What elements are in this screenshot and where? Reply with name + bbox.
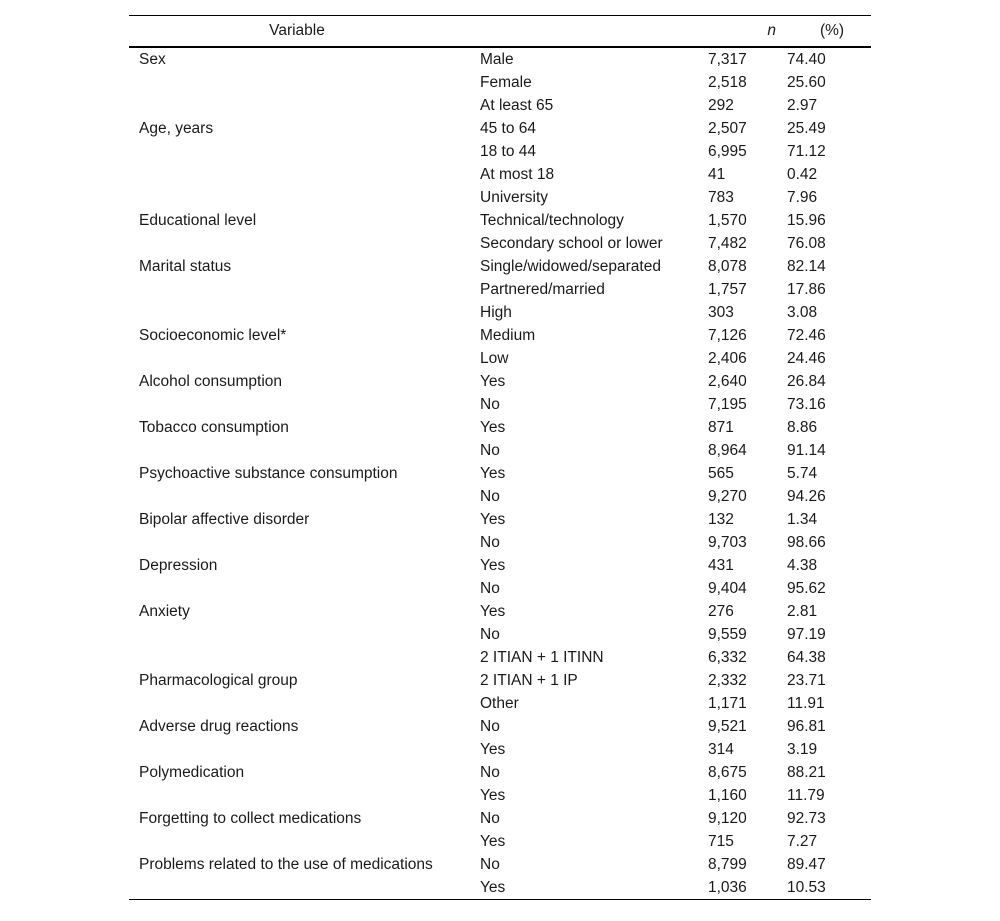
- header-n: n: [767, 22, 776, 39]
- row-variable: [129, 301, 470, 324]
- header-category: [470, 16, 698, 48]
- row-percent: 7.27: [787, 833, 818, 850]
- table-row: [129, 646, 871, 669]
- table-row: [129, 324, 871, 347]
- row-category: Secondary school or lower: [480, 235, 663, 252]
- row-variable: Bipolar affective disorder: [139, 511, 310, 528]
- row-percent: 11.91: [787, 695, 825, 712]
- table-row: [129, 715, 871, 738]
- row-category: Yes: [480, 557, 506, 574]
- row-variable: [129, 784, 470, 807]
- row-percent: 8.86: [787, 419, 818, 436]
- row-count: 9,703: [708, 534, 747, 551]
- row-category: Partnered/married: [480, 281, 605, 298]
- row-percent: 25.49: [787, 120, 826, 137]
- row-variable: Polymedication: [139, 764, 245, 781]
- row-variable: [129, 876, 470, 900]
- row-count: 1,570: [708, 212, 747, 229]
- header-variable: Variable: [269, 22, 325, 39]
- row-category: No: [480, 810, 500, 827]
- row-category: Yes: [480, 833, 506, 850]
- row-variable: [129, 692, 470, 715]
- row-percent: 7.96: [787, 189, 818, 206]
- row-count: 314: [708, 741, 734, 758]
- row-variable: Adverse drug reactions: [139, 718, 299, 735]
- row-count: 132: [708, 511, 734, 528]
- row-percent: 76.08: [787, 235, 826, 252]
- row-percent: 5.74: [787, 465, 818, 482]
- table-container: [129, 15, 871, 900]
- table-row: [129, 117, 871, 140]
- table-row: [129, 416, 871, 439]
- table-row: [129, 623, 871, 646]
- row-category: No: [480, 580, 500, 597]
- table-row: [129, 163, 871, 186]
- row-count: 8,964: [708, 442, 747, 459]
- row-category: Yes: [480, 879, 506, 896]
- table-row: [129, 255, 871, 278]
- row-category: No: [480, 442, 500, 459]
- row-percent: 4.38: [787, 557, 818, 574]
- row-category: High: [480, 304, 512, 321]
- row-count: 9,521: [708, 718, 747, 735]
- row-percent: 3.08: [787, 304, 818, 321]
- table-header: [129, 16, 871, 48]
- row-percent: 15.96: [787, 212, 826, 229]
- row-count: 2,332: [708, 672, 747, 689]
- table-row: [129, 876, 871, 900]
- row-category: No: [480, 488, 500, 505]
- table-row: [129, 186, 871, 209]
- row-percent: 2.97: [787, 97, 818, 114]
- row-variable: Educational level: [139, 212, 257, 229]
- row-category: No: [480, 856, 500, 873]
- row-percent: 26.84: [787, 373, 826, 390]
- table-row: [129, 807, 871, 830]
- table-row: [129, 71, 871, 94]
- row-count: 7,317: [708, 51, 747, 68]
- row-count: 8,078: [708, 258, 747, 275]
- row-count: 276: [708, 603, 734, 620]
- row-category: 2 ITIAN + 1 ITINN: [480, 649, 604, 666]
- row-count: 8,799: [708, 856, 747, 873]
- row-variable: Age, years: [139, 120, 214, 137]
- row-percent: 10.53: [787, 879, 826, 896]
- row-category: Medium: [480, 327, 536, 344]
- row-percent: 0.42: [787, 166, 818, 183]
- row-percent: 94.26: [787, 488, 826, 505]
- row-percent: 24.46: [787, 350, 826, 367]
- row-percent: 82.14: [787, 258, 826, 275]
- row-category: Male: [480, 51, 514, 68]
- row-percent: 88.21: [787, 764, 826, 781]
- row-category: Other: [480, 695, 519, 712]
- row-count: 2,507: [708, 120, 747, 137]
- table-row: [129, 347, 871, 370]
- row-percent: 3.19: [787, 741, 818, 758]
- row-percent: 95.62: [787, 580, 826, 597]
- row-count: 1,160: [708, 787, 747, 804]
- row-count: 9,270: [708, 488, 747, 505]
- row-variable: Marital status: [139, 258, 232, 275]
- table-row: [129, 554, 871, 577]
- row-variable: [129, 140, 470, 163]
- row-percent: 89.47: [787, 856, 826, 873]
- row-percent: 25.60: [787, 74, 826, 91]
- table-row: [129, 600, 871, 623]
- row-variable: [129, 577, 470, 600]
- row-category: Single/widowed/separated: [480, 258, 661, 275]
- row-category: University: [480, 189, 549, 206]
- row-variable: Sex: [139, 51, 166, 68]
- row-count: 8,675: [708, 764, 747, 781]
- row-variable: [129, 485, 470, 508]
- row-count: 6,995: [708, 143, 747, 160]
- table-row: [129, 830, 871, 853]
- row-variable: [129, 646, 470, 669]
- row-percent: 1.34: [787, 511, 818, 528]
- table-row: [129, 784, 871, 807]
- row-category: No: [480, 718, 500, 735]
- row-category: Yes: [480, 419, 506, 436]
- row-count: 2,640: [708, 373, 747, 390]
- row-variable: [129, 163, 470, 186]
- row-percent: 17.86: [787, 281, 826, 298]
- row-count: 7,195: [708, 396, 747, 413]
- row-category: No: [480, 626, 500, 643]
- row-variable: [129, 71, 470, 94]
- row-category: At most 18: [480, 166, 555, 183]
- row-percent: 11.79: [787, 787, 825, 804]
- row-count: 2,518: [708, 74, 747, 91]
- row-variable: Psychoactive substance consumption: [139, 465, 398, 482]
- row-percent: 97.19: [787, 626, 826, 643]
- header-row: [129, 16, 871, 48]
- row-percent: 64.38: [787, 649, 826, 666]
- table-row: [129, 370, 871, 393]
- row-category: No: [480, 534, 500, 551]
- row-category: Yes: [480, 787, 506, 804]
- row-variable: [129, 531, 470, 554]
- row-count: 1,757: [708, 281, 747, 298]
- table-row: [129, 209, 871, 232]
- row-variable: Tobacco consumption: [139, 419, 289, 436]
- row-category: Yes: [480, 741, 506, 758]
- row-count: 7,482: [708, 235, 747, 252]
- table-row: [129, 140, 871, 163]
- header-percent: (%): [819, 22, 845, 39]
- row-variable: [129, 830, 470, 853]
- row-count: 9,559: [708, 626, 747, 643]
- row-count: 1,171: [708, 695, 747, 712]
- row-count: 715: [708, 833, 734, 850]
- table-row: [129, 232, 871, 255]
- row-variable: Problems related to the use of medications: [139, 856, 433, 873]
- row-count: 871: [708, 419, 734, 436]
- row-percent: 74.40: [787, 51, 826, 68]
- row-variable: Alcohol consumption: [139, 373, 283, 390]
- row-variable: [129, 94, 470, 117]
- row-percent: 98.66: [787, 534, 826, 551]
- row-category: 2 ITIAN + 1 IP: [480, 672, 578, 689]
- table-row: [129, 738, 871, 761]
- row-count: 41: [708, 166, 726, 183]
- table-row: [129, 508, 871, 531]
- row-percent: 72.46: [787, 327, 826, 344]
- row-category: Technical/technology: [480, 212, 624, 229]
- row-count: 431: [708, 557, 734, 574]
- table-row: [129, 761, 871, 784]
- row-category: No: [480, 396, 500, 413]
- row-percent: 23.71: [787, 672, 826, 689]
- row-category: No: [480, 764, 500, 781]
- table-row: [129, 692, 871, 715]
- characteristics-table: [129, 15, 871, 900]
- row-category: Low: [480, 350, 509, 367]
- row-variable: [129, 738, 470, 761]
- table-row: [129, 278, 871, 301]
- table-row: [129, 301, 871, 324]
- row-variable: [129, 439, 470, 462]
- row-count: 783: [708, 189, 734, 206]
- table-row: [129, 853, 871, 876]
- table-row: [129, 462, 871, 485]
- row-category: 45 to 64: [480, 120, 537, 137]
- row-percent: 92.73: [787, 810, 826, 827]
- row-variable: [129, 623, 470, 646]
- row-variable: [129, 347, 470, 370]
- table-row: [129, 669, 871, 692]
- table-row: [129, 393, 871, 416]
- row-category: Yes: [480, 373, 506, 390]
- row-count: 7,126: [708, 327, 747, 344]
- row-variable: Pharmacological group: [139, 672, 298, 689]
- row-count: 292: [708, 97, 734, 114]
- row-category: Yes: [480, 603, 506, 620]
- row-percent: 96.81: [787, 718, 826, 735]
- table-row: [129, 531, 871, 554]
- row-category: Female: [480, 74, 532, 91]
- table-row: [129, 577, 871, 600]
- table-body: [129, 47, 871, 900]
- table-row: [129, 47, 871, 71]
- row-percent: 71.12: [787, 143, 826, 160]
- row-count: 565: [708, 465, 734, 482]
- row-variable: Socioeconomic level*: [139, 327, 287, 344]
- row-category: Yes: [480, 465, 506, 482]
- row-variable: Forgetting to collect medications: [139, 810, 362, 827]
- row-percent: 91.14: [787, 442, 826, 459]
- row-variable: [129, 393, 470, 416]
- row-count: 6,332: [708, 649, 747, 666]
- row-category: 18 to 44: [480, 143, 537, 160]
- row-category: Yes: [480, 511, 506, 528]
- row-count: 1,036: [708, 879, 747, 896]
- row-variable: [129, 186, 470, 209]
- table-row: [129, 439, 871, 462]
- row-variable: [129, 278, 470, 301]
- row-percent: 2.81: [787, 603, 818, 620]
- row-count: 2,406: [708, 350, 747, 367]
- row-count: 9,404: [708, 580, 747, 597]
- table-row: [129, 94, 871, 117]
- row-variable: Anxiety: [139, 603, 190, 620]
- row-percent: 73.16: [787, 396, 826, 413]
- table-row: [129, 485, 871, 508]
- row-count: 9,120: [708, 810, 747, 827]
- row-category: At least 65: [480, 97, 554, 114]
- row-variable: [129, 232, 470, 255]
- row-variable: Depression: [139, 557, 218, 574]
- row-count: 303: [708, 304, 734, 321]
